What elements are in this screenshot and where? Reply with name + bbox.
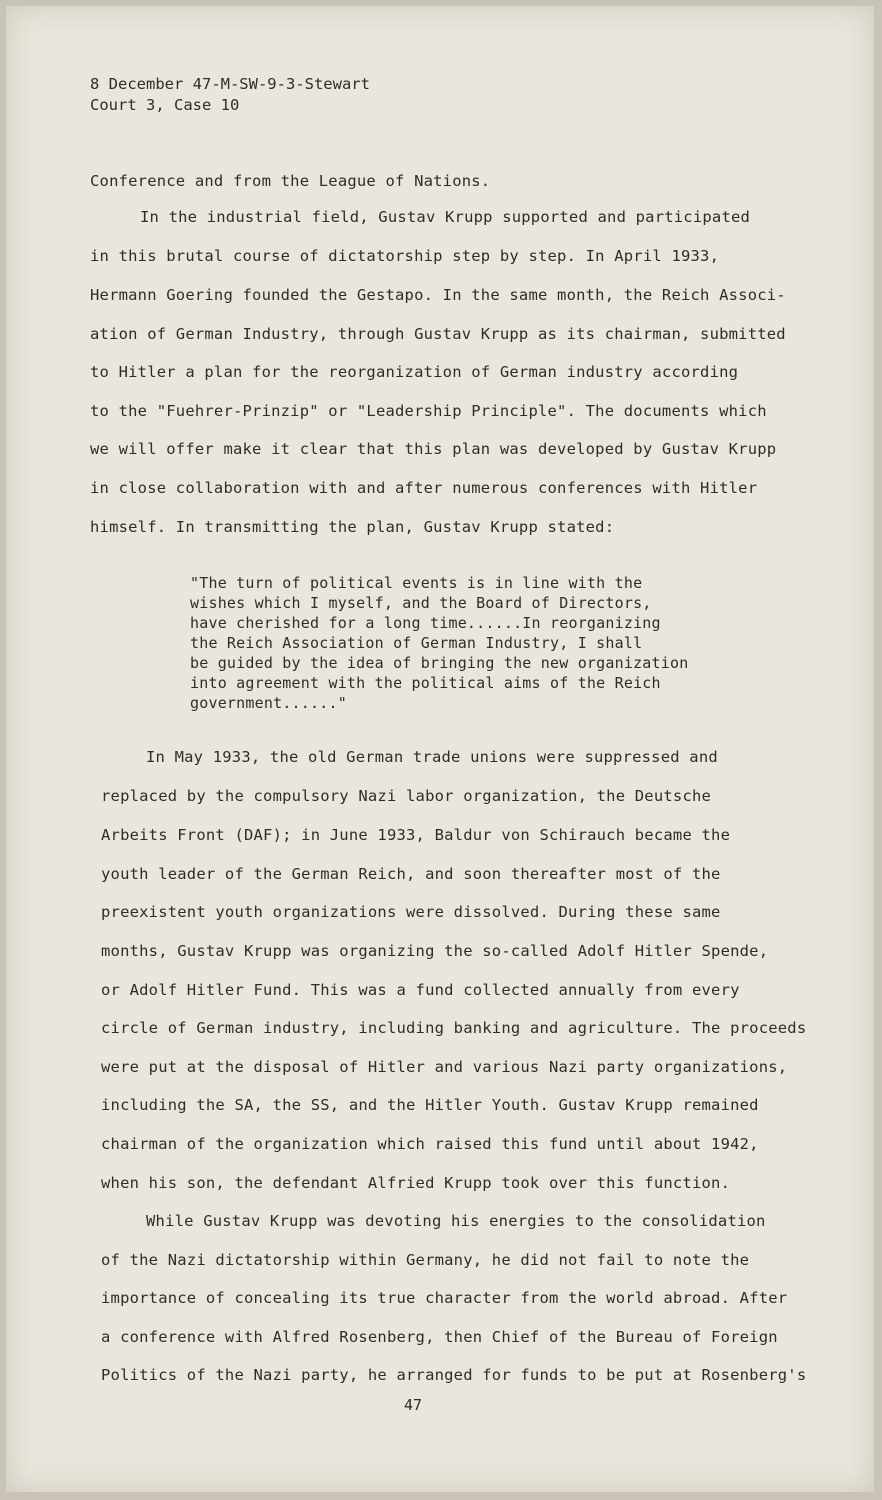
quote-line: into agreement with the political aims of the Reich bbox=[190, 674, 661, 692]
header-line-date-ref: 8 December 47-M-SW-9-3-Stewart bbox=[90, 75, 370, 93]
document-header bbox=[90, 74, 370, 116]
text-line: in close collaboration with and after numerous conferences with Hitler bbox=[90, 479, 758, 497]
text-line: Arbeits Front (DAF); in June 1933, Baldur von Schirauch became the bbox=[101, 826, 731, 844]
text-line: While Gustav Krupp was devoting his energies to the consolidation bbox=[146, 1212, 766, 1230]
text-line: replaced by the compulsory Nazi labor organization, the Deutsche bbox=[101, 787, 712, 805]
text-line: ation of German Industry, through Gustav Krupp as its chairman, submitted bbox=[90, 325, 786, 343]
text-line: importance of concealing its true character from the world abroad. After bbox=[101, 1289, 788, 1307]
document-page bbox=[6, 6, 874, 1492]
text-line: a conference with Alfred Rosenberg, then Chief of the Bureau of Foreign bbox=[101, 1328, 778, 1346]
text-line: including the SA, the SS, and the Hitler Youth. Gustav Krupp remained bbox=[101, 1096, 759, 1114]
quote-line: the Reich Association of German Industry, I shall bbox=[190, 634, 643, 652]
text-line: Hermann Goering founded the Gestapo. In the same month, the Reich Associ- bbox=[90, 286, 786, 304]
text-line: or Adolf Hitler Fund. This was a fund collected annually from every bbox=[101, 981, 740, 999]
text-line: youth leader of the German Reich, and soon thereafter most of the bbox=[101, 865, 721, 883]
quote-line: be guided by the idea of bringing the new organization bbox=[190, 654, 689, 672]
text-line: preexistent youth organizations were dissolved. During these same bbox=[101, 903, 721, 921]
text-line: months, Gustav Krupp was organizing the so-called Adolf Hitler Spende, bbox=[101, 942, 769, 960]
text-line: to the "Fuehrer-Prinzip" or "Leadership Principle". The documents which bbox=[90, 402, 767, 420]
text-line: of the Nazi dictatorship within Germany, he did not fail to note the bbox=[101, 1251, 750, 1269]
text-line: In May 1933, the old German trade unions were suppressed and bbox=[146, 748, 718, 766]
quote-line: government......" bbox=[190, 694, 347, 712]
text-line: we will offer make it clear that this plan was developed by Gustav Krupp bbox=[90, 440, 777, 458]
quote-line: "The turn of political events is in line with the bbox=[190, 574, 643, 592]
page-number: 47 bbox=[404, 1396, 423, 1414]
text-line: when his son, the defendant Alfried Krupp took over this function. bbox=[101, 1174, 731, 1192]
text-line: Politics of the Nazi party, he arranged for funds to be put at Rosenberg's bbox=[101, 1366, 807, 1384]
text-line: were put at the disposal of Hitler and various Nazi party organizations, bbox=[101, 1058, 788, 1076]
text-line: himself. In transmitting the plan, Gustav Krupp stated: bbox=[90, 518, 615, 536]
text-line: to Hitler a plan for the reorganization of German industry according bbox=[90, 363, 739, 381]
text-line: chairman of the organization which raised this fund until about 1942, bbox=[101, 1135, 759, 1153]
text-line: Conference and from the League of Nations. bbox=[90, 172, 491, 190]
quote-line: have cherished for a long time......In reorganizing bbox=[190, 614, 661, 632]
text-line: in this brutal course of dictatorship step by step. In April 1933, bbox=[90, 247, 720, 265]
text-line: In the industrial field, Gustav Krupp supported and participated bbox=[140, 208, 751, 226]
header-line-court-case: Court 3, Case 10 bbox=[90, 96, 240, 114]
text-line: circle of German industry, including banking and agriculture. The proceeds bbox=[101, 1019, 807, 1037]
quote-line: wishes which I myself, and the Board of Directors, bbox=[190, 594, 652, 612]
